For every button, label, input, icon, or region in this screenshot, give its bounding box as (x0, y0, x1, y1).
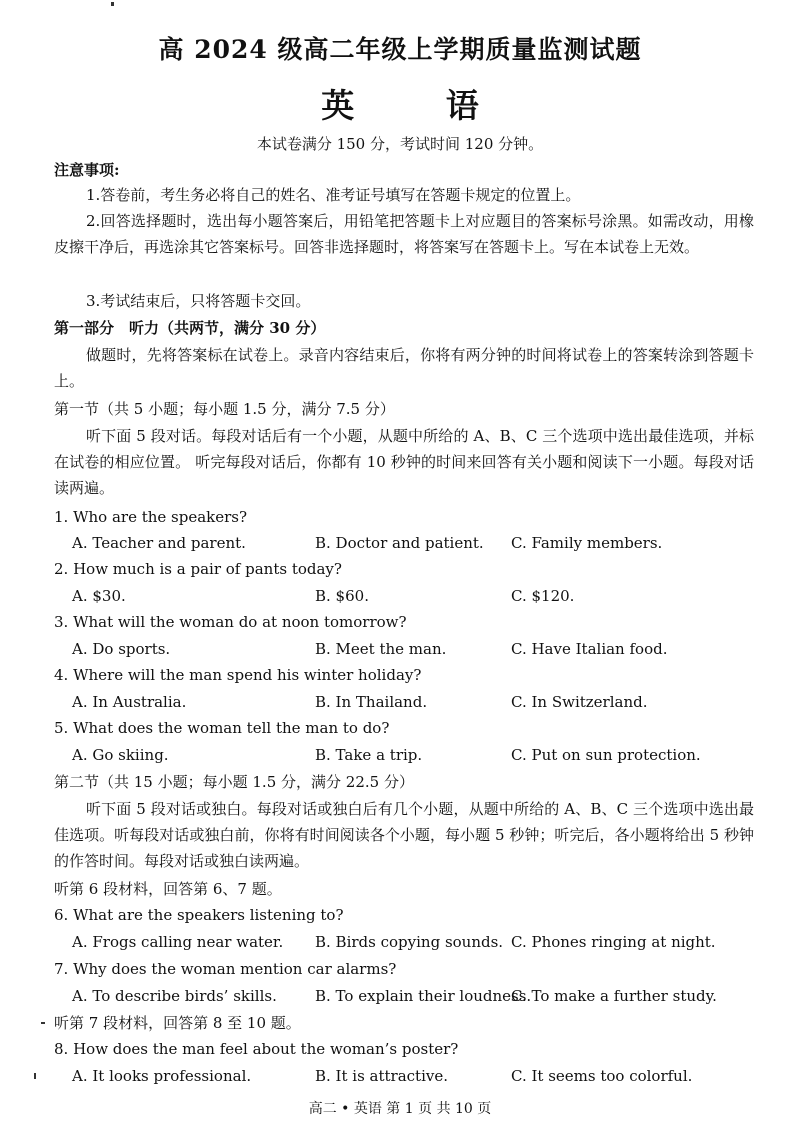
question-stem: 8. How does the man feel about the woman’s poster? (54, 1040, 459, 1058)
material-6-note: 听第 6 段材料，回答第 6、7 题。 (54, 880, 282, 898)
question-stem: 4. Where will the man spend his winter holiday? (54, 666, 422, 684)
note-item-1: 1.答卷前，考生务必将自己的姓名、准考证号填写在答题卡规定的位置上。 (86, 186, 581, 204)
option-a: A. In Australia. (72, 693, 187, 711)
option-c: C. $120. (511, 587, 575, 605)
option-b: B. In Thailand. (315, 693, 428, 711)
option-a: A. To describe birds’ skills. (72, 987, 277, 1005)
option-a: A. Go skiing. (72, 746, 169, 764)
option-b: B. Take a trip. (315, 746, 423, 764)
note-item-2: 2.回答选择题时，选出每小题答案后，用铅笔把答题卡上对应题目的答案标号涂黑。如需改动，用橡皮擦干净后，再选涂其它答案标号。回答非选择题时，将答案写在答题卡上。写在本试卷上无效。 (54, 212, 754, 256)
part1-instruction: 做题时，先将答案标在试卷上。录音内容结束后，你将有两分钟的时间将试卷上的答案转涂到答题卡上。 (54, 346, 754, 390)
option-c: C. In Switzerland. (511, 693, 648, 711)
option-c: C. Have Italian food. (511, 640, 668, 658)
option-b: B. It is attractive. (315, 1067, 449, 1085)
question-stem: 7. Why does the woman mention car alarms? (54, 960, 397, 978)
option-c: C. To make a further study. (511, 987, 717, 1005)
section2-heading: 第二节（共 15 小题；每小题 1.5 分，满分 22.5 分） (54, 773, 414, 791)
question-stem: 2. How much is a pair of pants today? (54, 560, 342, 578)
exam-title: 高 2024 级高二年级上学期质量监测试题 (158, 35, 642, 64)
scan-dot (111, 2, 114, 6)
option-b: B. $60. (315, 587, 369, 605)
option-a: A. $30. (72, 587, 126, 605)
question-stem: 6. What are the speakers listening to? (54, 906, 344, 924)
note-item-3: 3.考试结束后，只将答题卡交回。 (86, 292, 311, 310)
material-7-note: 听第 7 段材料，回答第 8 至 10 题。 (54, 1014, 301, 1032)
option-b: B. To explain their loudness. (315, 987, 532, 1005)
option-a: A. Do sports. (72, 640, 171, 658)
option-c: C. Phones ringing at night. (511, 933, 716, 951)
section1-instruction: 听下面 5 段对话。每段对话后有一个小题，从题中所给的 A、B、C 三个选项中选出最佳选项，并标在试卷的相应位置。 听完每段对话后，你都有 10 秒钟的时间来回答有关小题和阅读下一小题。每段对话读两遍。 (54, 427, 754, 497)
question-stem: 3. What will the woman do at noon tomorrow? (54, 613, 407, 631)
option-c: C. Family members. (511, 534, 663, 552)
score-time-info: 本试卷满分 150 分，考试时间 120 分钟。 (256, 135, 544, 153)
subject-title: 英 语 (321, 86, 519, 125)
option-c: C. Put on sun protection. (511, 746, 701, 764)
scan-dot (41, 1022, 45, 1024)
question-stem: 1. Who are the speakers? (54, 508, 248, 526)
option-c: C. It seems too colorful. (511, 1067, 693, 1085)
option-b: B. Doctor and patient. (315, 534, 484, 552)
option-a: A. Teacher and parent. (72, 534, 246, 552)
option-a: A. It looks professional. (72, 1067, 252, 1085)
question-stem: 5. What does the woman tell the man to do? (54, 719, 390, 737)
option-a: A. Frogs calling near water. (72, 933, 284, 951)
section1-heading: 第一节（共 5 小题；每小题 1.5 分，满分 7.5 分） (54, 400, 395, 418)
page-footer: 高二 • 英语 第 1 页 共 10 页 (308, 1101, 492, 1117)
option-b: B. Birds copying sounds. (315, 933, 504, 951)
scan-dot (34, 1073, 36, 1079)
notes-heading: 注意事项: (54, 161, 120, 179)
section2-instruction: 听下面 5 段对话或独白。每段对话或独白后有几个小题，从题中所给的 A、B、C 三个选项中选出最佳选项。听每段对话或独白前，你将有时间阅读各个小题，每小题 5 秒钟；听完后，各小题将给出 5 秒钟的作答时间。每段对话或独白读两遍。 (54, 800, 754, 870)
option-b: B. Meet the man. (315, 640, 447, 658)
part1-heading: 第一部分 听力（共两节，满分 30 分） (54, 319, 326, 337)
